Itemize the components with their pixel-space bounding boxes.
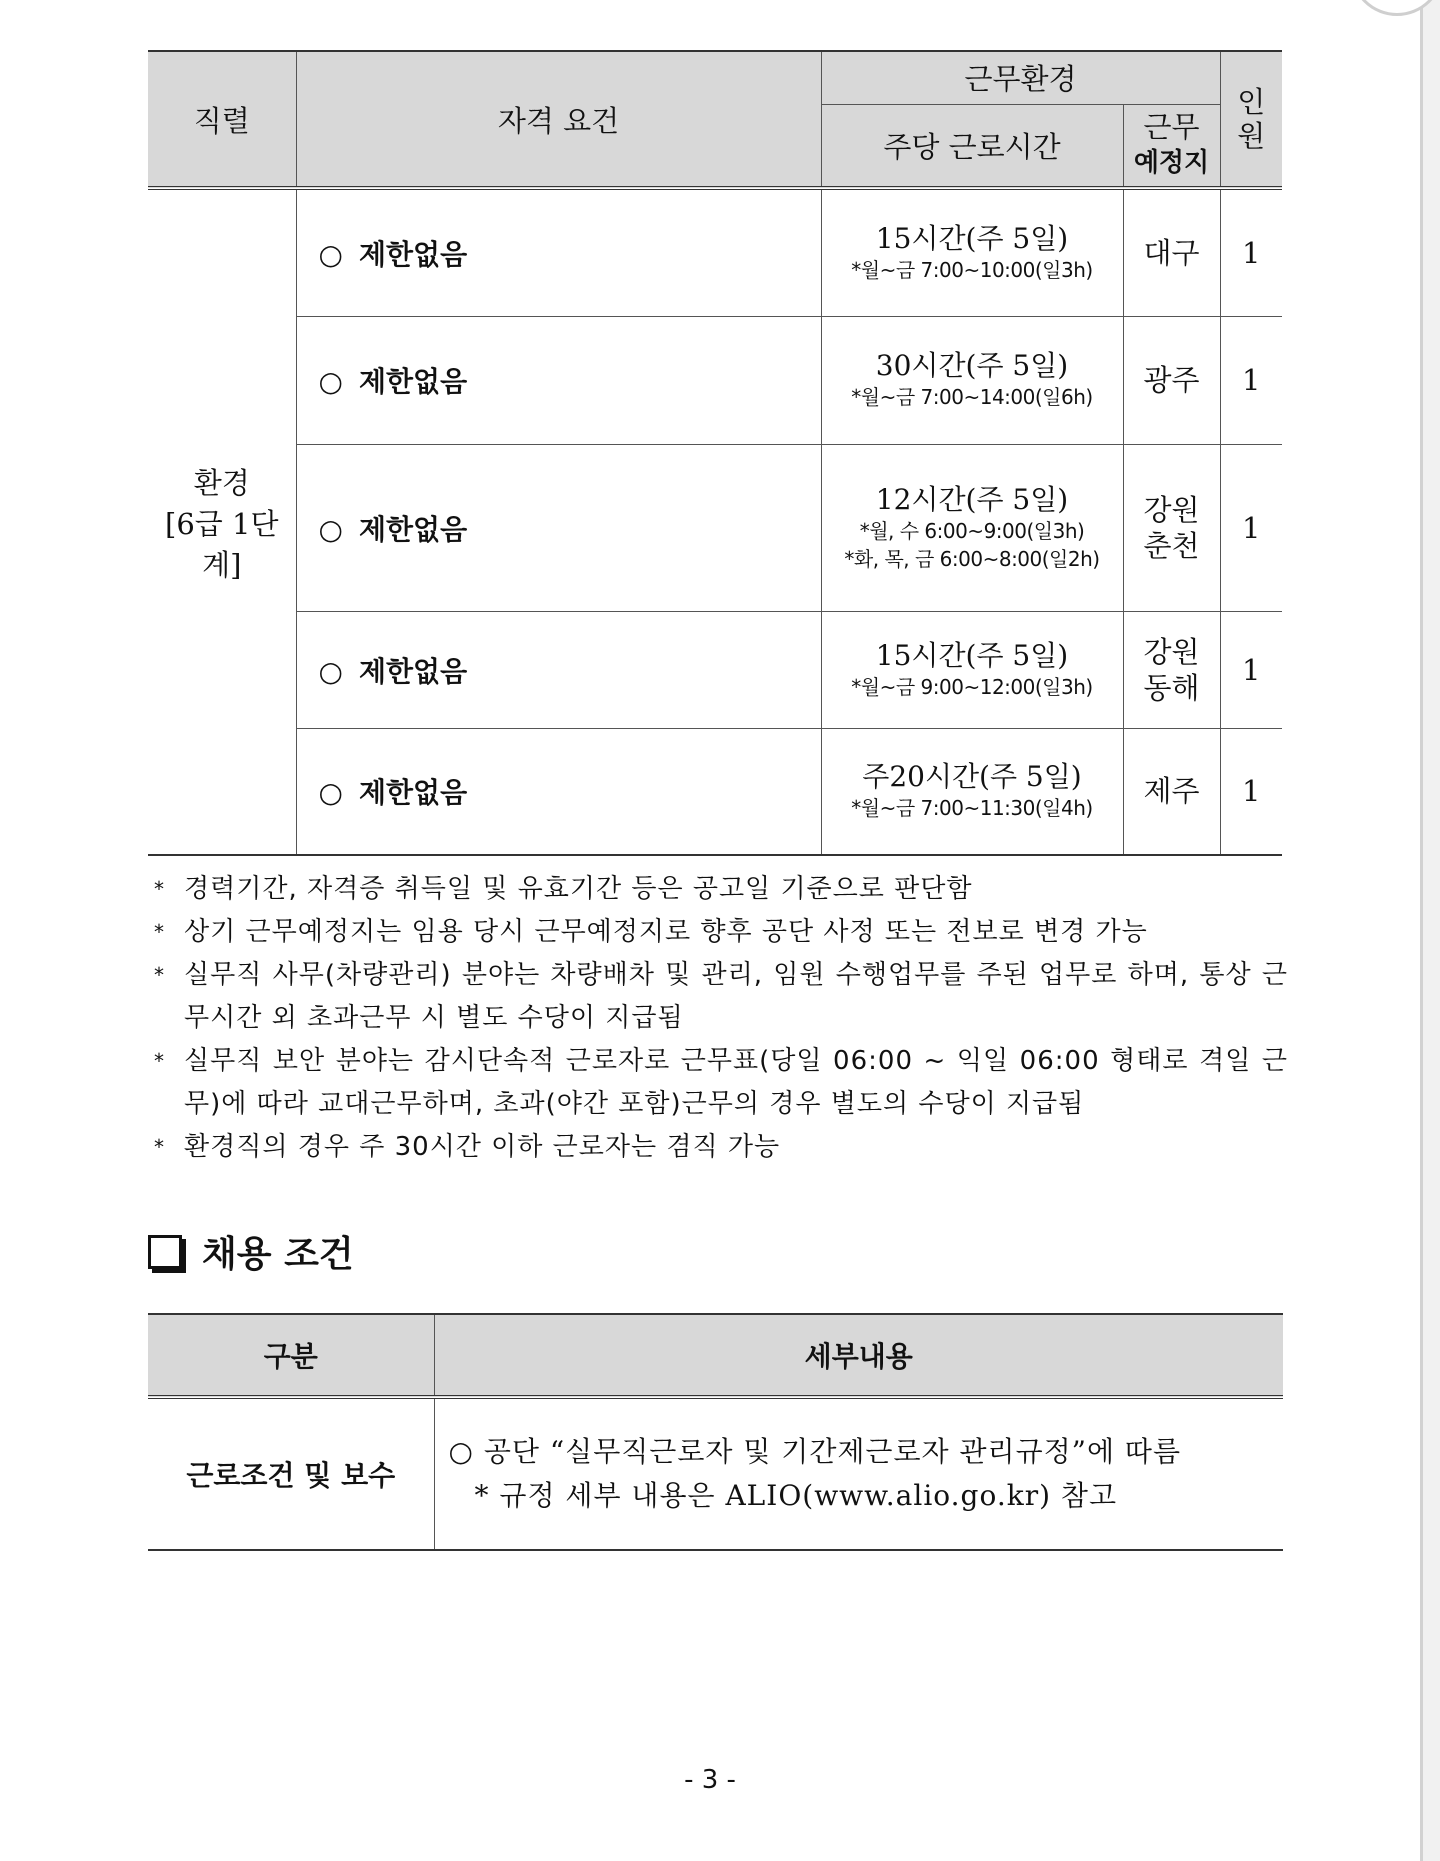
hours-detail: *월~금 7:00~11:30(일4h) xyxy=(851,796,1093,821)
header-category: 구분 xyxy=(148,1314,434,1397)
note-item xyxy=(148,954,1288,1040)
conditions-table xyxy=(148,1313,1283,1551)
header-location xyxy=(1123,104,1220,188)
notes-list xyxy=(148,868,1288,1169)
hours-main: 12시간(주 5일) xyxy=(875,482,1069,516)
location-cell xyxy=(1123,728,1220,855)
requirement-text: 제한없음 xyxy=(358,776,468,810)
bullet-icon: ○ xyxy=(318,512,343,546)
note-item xyxy=(148,1126,1288,1169)
header-details: 세부내용 xyxy=(434,1314,1283,1397)
header-job: 직렬 xyxy=(148,51,296,188)
asterisk-icon: * xyxy=(154,920,165,944)
header-headcount-line1: 인 xyxy=(1237,85,1266,119)
note-item xyxy=(148,868,1288,911)
header-work-env: 근무환경 xyxy=(821,51,1220,104)
table-row xyxy=(148,1397,1283,1550)
note-text: 실무직 보안 분야는 감시단속적 근로자로 근무표(당일 06:00 ~ 익일 06:00 형태로 격일 근무)에 따라 교대근무하며, 초과(야간 포함)근무의 경우 별도의 수당이 지급됨 xyxy=(184,1046,1288,1119)
section-title-text: 채용 조건 xyxy=(202,1234,354,1275)
checkbox-square-icon xyxy=(148,1235,182,1269)
asterisk-icon: * xyxy=(154,1049,165,1073)
section-title xyxy=(148,1226,354,1277)
note-text: 경력기간, 자격증 취득일 및 유효기간 등은 공고일 기준으로 판단함 xyxy=(184,874,973,904)
header-location-line1: 근무 xyxy=(1143,110,1200,145)
headcount-cell: 1 xyxy=(1220,444,1282,611)
asterisk-icon: * xyxy=(154,877,165,901)
bullet-icon: ○ xyxy=(318,365,343,398)
header-headcount xyxy=(1220,51,1282,188)
headcount-cell: 1 xyxy=(1220,728,1282,855)
location-line1: 강원 xyxy=(1143,492,1200,527)
location-line1: 강원 xyxy=(1143,634,1200,669)
requirement-text: 제한없음 xyxy=(358,237,468,271)
bullet-icon: ○ xyxy=(318,654,343,688)
bullet-icon: ○ xyxy=(318,776,343,810)
hours-detail-2: *화, 목, 금 6:00~8:00(일2h) xyxy=(844,546,1100,571)
hours-main: 주20시간(주 5일) xyxy=(862,760,1082,794)
asterisk-icon: * xyxy=(154,963,165,987)
asterisk-icon: * xyxy=(154,1135,165,1159)
hours-detail: *월~금 7:00~10:00(일3h) xyxy=(851,257,1093,282)
hours-main: 15시간(주 5일) xyxy=(875,221,1069,255)
location-line1: 광주 xyxy=(1143,363,1200,397)
positions-table xyxy=(148,50,1282,856)
header-weekly-hours: 주당 근로시간 xyxy=(821,104,1123,188)
header-location-line2: 예정지 xyxy=(1133,148,1210,179)
hours-cell xyxy=(821,444,1123,611)
hours-main: 15시간(주 5일) xyxy=(875,638,1069,672)
headcount-cell: 1 xyxy=(1220,316,1282,444)
viewer-edge-shade xyxy=(1423,0,1440,1861)
job-cell xyxy=(148,188,296,855)
hours-cell xyxy=(821,728,1123,855)
location-line2: 동해 xyxy=(1143,670,1200,705)
table-row xyxy=(148,188,1282,316)
location-cell xyxy=(1123,444,1220,611)
note-item xyxy=(148,1040,1288,1126)
location-cell xyxy=(1123,611,1220,728)
requirement-cell xyxy=(296,188,821,316)
page-number: - 3 - xyxy=(684,1765,736,1795)
job-grade: [6급 1단계] xyxy=(165,506,279,582)
table-row xyxy=(148,728,1282,855)
hours-cell xyxy=(821,188,1123,316)
table-row xyxy=(148,611,1282,728)
conditions-line2: * 규정 세부 내용은 ALIO(www.alio.go.kr) 참고 xyxy=(474,1479,1118,1512)
viewer-edge xyxy=(1420,0,1423,1861)
hours-main: 30시간(주 5일) xyxy=(875,349,1069,382)
requirement-cell xyxy=(296,444,821,611)
hours-cell xyxy=(821,316,1123,444)
note-text: 환경직의 경우 주 30시간 이하 근로자는 겸직 가능 xyxy=(184,1132,781,1162)
requirement-cell xyxy=(296,728,821,855)
hours-detail: *월, 수 6:00~9:00(일3h) xyxy=(859,518,1085,543)
table-row xyxy=(148,444,1282,611)
header-headcount-line2: 원 xyxy=(1237,119,1266,153)
location-line1: 제주 xyxy=(1143,774,1200,809)
location-cell xyxy=(1123,188,1220,316)
location-line2: 춘천 xyxy=(1143,528,1200,563)
hours-detail: *월~금 7:00~14:00(일6h) xyxy=(851,385,1093,409)
note-text: 실무직 사무(차량관리) 분야는 차량배차 및 관리, 임원 수행업무를 주된 업무로 하며, 통상 근무시간 외 초과근무 시 별도 수당이 지급됨 xyxy=(184,960,1288,1033)
bullet-icon: ○ xyxy=(318,237,343,271)
requirement-text: 제한없음 xyxy=(358,512,468,546)
conditions-label: 근로조건 및 보수 xyxy=(148,1397,434,1550)
headcount-cell: 1 xyxy=(1220,611,1282,728)
requirement-cell xyxy=(296,316,821,444)
conditions-detail xyxy=(434,1397,1283,1550)
requirement-text: 제한없음 xyxy=(358,365,468,398)
header-requirements: 자격 요건 xyxy=(296,51,821,188)
job-name: 환경 xyxy=(193,465,250,500)
note-item xyxy=(148,911,1288,954)
requirement-cell xyxy=(296,611,821,728)
requirement-text: 제한없음 xyxy=(358,654,468,688)
hours-cell xyxy=(821,611,1123,728)
location-line1: 대구 xyxy=(1143,235,1200,270)
headcount-cell: 1 xyxy=(1220,188,1282,316)
note-text: 상기 근무예정지는 임용 당시 근무예정지로 향후 공단 사정 또는 전보로 변경 가능 xyxy=(184,917,1148,947)
location-cell xyxy=(1123,316,1220,444)
conditions-line1: ○ 공단 “실무직근로자 및 기간제근로자 관리규정”에 따름 xyxy=(448,1435,1182,1468)
table-row xyxy=(148,316,1282,444)
hours-detail: *월~금 9:00~12:00(일3h) xyxy=(851,674,1093,699)
